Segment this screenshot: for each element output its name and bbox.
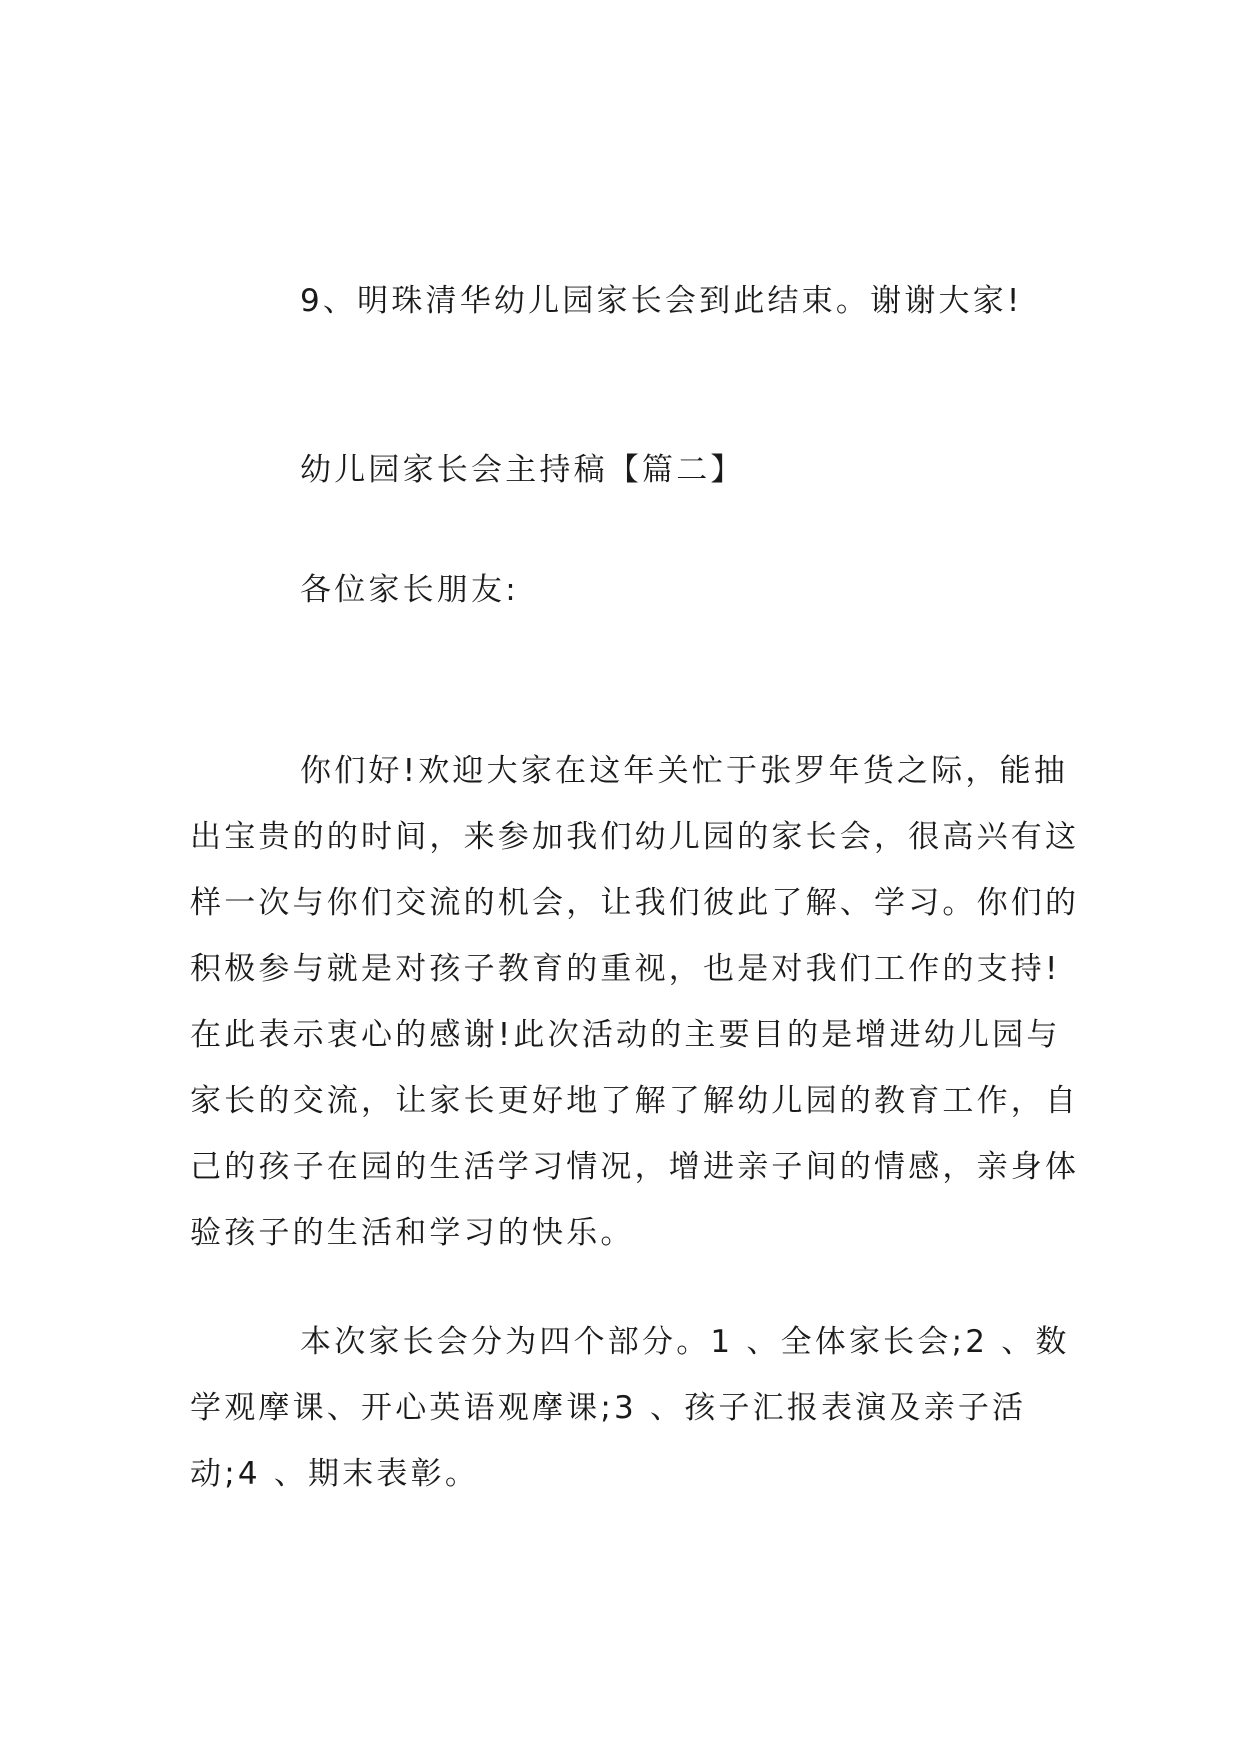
paragraph-line: 积极参与就是对孩子教育的重视，也是对我们工作的支持!: [190, 951, 1061, 987]
paragraph-line: 本次家长会分为四个部分。1 、全体家长会;2 、数: [300, 1324, 1070, 1360]
paragraph-line: 己的孩子在园的生活学习情况，增进亲子间的情感，亲身体: [190, 1149, 1080, 1185]
paragraph-line: 样一次与你们交流的机会，让我们彼此了解、学习。你们的: [190, 885, 1080, 921]
paragraph-agenda: [190, 1309, 1070, 1507]
paragraph-line: 你们好!欢迎大家在这年关忙于张罗年货之际，能抽: [300, 753, 1069, 789]
paragraph-line: 学观摩课、开心英语观摩课;3 、孩子汇报表演及亲子活: [190, 1390, 1027, 1426]
paragraph-line: 家长的交流，让家长更好地了解了解幼儿园的教育工作，自: [190, 1083, 1080, 1119]
paragraph-welcome: [190, 738, 1080, 1266]
paragraph-line: 出宝贵的的时间，来参加我们幼儿园的家长会，很高兴有这: [190, 819, 1080, 855]
salutation: 各位家长朋友:: [300, 572, 519, 608]
paragraph-line: 动;4 、期末表彰。: [190, 1456, 480, 1492]
section-title: 幼儿园家长会主持稿【篇二】: [300, 452, 745, 488]
closing-line: 9、明珠清华幼儿园家长会到此结束。谢谢大家!: [300, 283, 1023, 319]
paragraph-line: 验孩子的生活和学习的快乐。: [190, 1215, 635, 1251]
paragraph-line: 在此表示衷心的感谢!此次活动的主要目的是增进幼儿园与: [190, 1017, 1061, 1053]
